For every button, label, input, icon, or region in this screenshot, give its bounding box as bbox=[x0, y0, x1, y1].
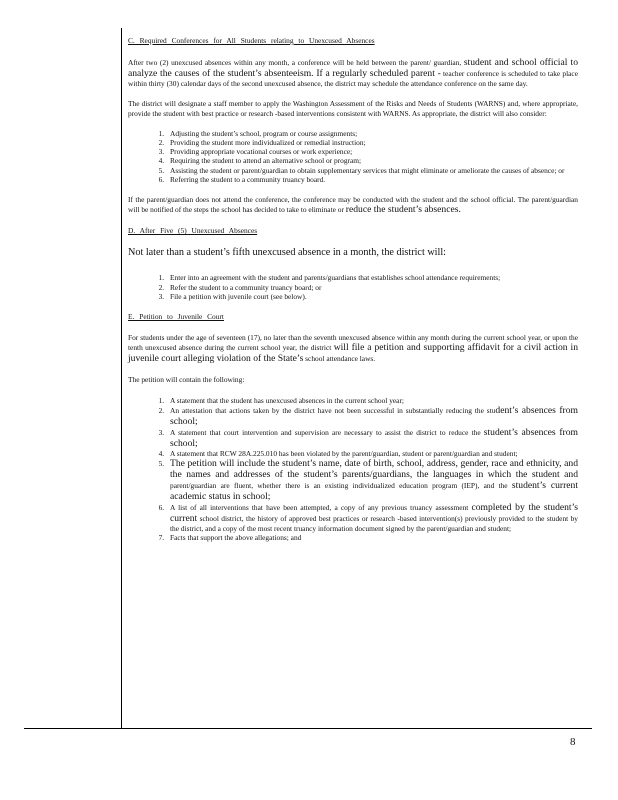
section-e-heading: E. Petition to Juvenile Court bbox=[128, 312, 224, 322]
list-item-text: An attestation that actions taken by the district have not been successful in substantially reducing the stu bbox=[170, 405, 496, 415]
section-c-paragraph-1 bbox=[128, 57, 578, 88]
section-d-lead: Not later than a student’s fifth unexcused absence in a month, the district will: bbox=[128, 247, 446, 259]
section-e-paragraph-1 bbox=[128, 333, 578, 364]
list-item-text: A statement that court intervention and supervision are necessary to assist the district to reduce the bbox=[170, 427, 481, 437]
list-item bbox=[166, 449, 578, 458]
list-item: 3. Providing appropriate vocational courses or work experience; bbox=[166, 147, 578, 156]
list-item bbox=[166, 405, 578, 427]
document-body bbox=[128, 36, 578, 553]
section-c-intervention-list bbox=[128, 129, 578, 184]
section-c-p1-part-b: student and school official to analyze the causes of the student’s absenteeism. If a regularly scheduled parent - bbox=[128, 57, 578, 80]
list-item: 2. Providing the student more individualized or remedial instruction; bbox=[166, 138, 578, 147]
section-d-list bbox=[128, 273, 578, 301]
list-item-text: parent/guardian are fluent, whether there is an existing individualized education program (IEP), and the bbox=[170, 481, 508, 491]
page-number: 8 bbox=[570, 736, 576, 748]
list-item bbox=[166, 533, 578, 542]
list-item-text: A list of all interventions that have been attempted, a copy of any previous truancy assessment bbox=[170, 503, 469, 513]
list-item: 1. Enter into an agreement with the student and parents/guardians that establishes school attendance requirements; bbox=[166, 273, 578, 282]
list-item-text-large: student’s current academic status in school; bbox=[170, 480, 578, 503]
section-e-p1-part-a: For students under the age of seventeen (17), no later than the seventh unexcused absence within any month during the current school year, or upon the tenth unexcused absence during the current school year, the district bbox=[128, 333, 578, 353]
section-c-paragraph-3 bbox=[128, 195, 578, 215]
list-item-text-large: The petition will include the student’s name, date of birth, school, address, gender, race and ethnicity, and the names and addresses of the student’s parents/guardians, the languages in which the student and bbox=[170, 458, 578, 481]
list-item-text: A statement that the student has unexcused absences in the current school year; bbox=[170, 395, 404, 405]
list-item-text: school district, the history of approved best practices or research -based intervention(s) previously provided to the student by the district, and a copy of the most recent truancy information document signed by the parent/guardian and student; bbox=[170, 514, 578, 534]
section-c-p3-part-b: reduce the student’s absences. bbox=[345, 204, 461, 216]
list-item bbox=[166, 396, 578, 405]
footer-rule bbox=[24, 728, 592, 729]
list-item-text-large: completed by the student’s current bbox=[170, 502, 578, 525]
section-e-petition-list bbox=[128, 396, 578, 543]
list-item-text: A statement that RCW 28A.225.010 has been violated by the parent/guardian, student or parent/guardian and student; bbox=[170, 448, 518, 458]
list-item bbox=[166, 502, 578, 533]
list-item: 3. File a petition with juvenile court (see below). bbox=[166, 292, 578, 301]
list-item bbox=[166, 427, 578, 449]
section-c-p1-part-a: After two (2) unexcused absences within any month, a conference will be held between the parent/ guardian, bbox=[128, 58, 462, 68]
section-e-p1-part-b: will file a petition and supporting affidavit for a civil action in juvenile court alleging violation of the State’s bbox=[128, 342, 578, 365]
section-c-p1-part-c: teacher conference is scheduled to take place within thirty (30) calendar days of the second unexcused absence, the district may schedule the attendance conference on the same day. bbox=[128, 69, 578, 89]
section-e-p1-part-c: school attendance laws. bbox=[305, 354, 376, 364]
section-c-paragraph-2: The district will designate a staff member to apply the Washington Assessment of the Risks and Needs of Students (WARNS) and, where appropriate, provide the student with best practice or research -based interventions consistent with WARNS. As appropriate, the district will also consider: bbox=[128, 99, 578, 118]
list-item: 6. Referring the student to a community truancy board. bbox=[166, 175, 578, 184]
list-item: 2. Refer the student to a community truancy board; or bbox=[166, 283, 578, 292]
list-item-text: Facts that support the above allegations; and bbox=[170, 533, 302, 543]
list-item-text-large: student’s absences from school; bbox=[170, 426, 578, 449]
section-c-p3-part-a: If the parent/guardian does not attend the conference, the conference may be conducted with the student and the school official. The parent/guardian will be notified of the steps the school has decided to take to eliminate or bbox=[128, 195, 578, 215]
left-margin-rule bbox=[121, 28, 122, 728]
list-item-text-large: dent’s absences from school; bbox=[170, 404, 578, 427]
section-e-paragraph-2: The petition will contain the following: bbox=[128, 375, 245, 385]
list-item bbox=[166, 458, 578, 502]
section-c-heading: C. Required Conferences for All Students relating to Unexcused Absences bbox=[128, 36, 375, 45]
list-item: 5. Assisting the student or parent/guardian to obtain supplementary services that might eliminate or ameliorate the causes of absence; or bbox=[166, 166, 578, 175]
list-item: 1. Adjusting the student’s school, program or course assignments; bbox=[166, 129, 578, 138]
list-item: 4. Requiring the student to attend an alternative school or program; bbox=[166, 156, 578, 165]
section-d-heading: D. After Five (5) Unexcused Absences bbox=[128, 226, 258, 236]
